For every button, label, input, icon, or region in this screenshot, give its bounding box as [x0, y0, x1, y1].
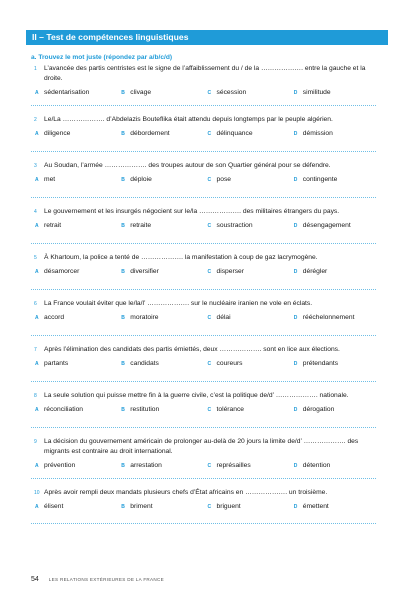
question-gap — [31, 336, 376, 345]
answer-option[interactable] — [290, 222, 376, 229]
answer-options — [31, 222, 376, 229]
answer-options — [31, 503, 376, 510]
option-text: retrait — [44, 222, 62, 229]
question-number: 1 — [34, 66, 37, 72]
page-footer — [31, 576, 164, 583]
answer-option[interactable] — [204, 130, 290, 137]
question-number: 4 — [34, 209, 37, 215]
answer-option[interactable] — [31, 462, 117, 469]
question-gap — [31, 428, 376, 437]
option-text: diversifier — [130, 268, 159, 275]
answer-option[interactable] — [204, 89, 290, 96]
answer-options — [31, 130, 376, 137]
question-gap — [31, 198, 376, 207]
option-text: briment — [130, 503, 153, 510]
question-number: 2 — [34, 117, 37, 123]
option-text: débordement — [130, 130, 170, 137]
question-item — [31, 161, 376, 198]
section-header: II – Test de compétences linguistiques — [26, 30, 388, 45]
option-letter: A — [35, 269, 39, 275]
answer-option[interactable] — [117, 130, 203, 137]
option-text: prétendants — [302, 360, 339, 367]
answer-options — [31, 89, 376, 96]
question-item — [31, 345, 376, 382]
question-text: migrants est contraire au droit international. — [44, 448, 173, 455]
option-letter: C — [207, 361, 212, 367]
question-line — [31, 115, 376, 125]
option-letter: B — [121, 131, 125, 137]
option-letter: C — [207, 90, 212, 96]
question-number: 3 — [34, 163, 37, 169]
question-gap — [31, 152, 376, 161]
answer-option[interactable] — [290, 130, 376, 137]
option-letter: C — [207, 223, 212, 229]
option-text: prévention — [44, 462, 76, 469]
question-gap — [31, 290, 376, 299]
answer-option[interactable] — [117, 462, 203, 469]
answer-option[interactable] — [31, 268, 117, 275]
question-text: droite. — [44, 75, 63, 82]
answer-option[interactable] — [117, 406, 203, 413]
answer-option[interactable] — [290, 406, 376, 413]
option-letter: C — [207, 269, 212, 275]
question-number: 7 — [34, 347, 37, 353]
option-letter: B — [121, 361, 125, 367]
answer-options — [31, 268, 376, 275]
answer-option[interactable] — [290, 462, 376, 469]
option-text: rééchelonnement — [302, 314, 355, 321]
option-text: soustraction — [216, 222, 253, 229]
option-letter: C — [207, 463, 212, 469]
answer-option[interactable] — [290, 176, 376, 183]
question-item — [31, 115, 376, 152]
option-letter: A — [35, 223, 39, 229]
answer-option[interactable] — [204, 222, 290, 229]
question-gap — [31, 106, 376, 115]
option-text: partants — [44, 360, 69, 367]
option-letter: A — [35, 90, 39, 96]
question-item — [31, 437, 376, 479]
question-gap — [31, 479, 376, 488]
footer-title: LES RELATIONS EXTÉRIEURES DE LA FRANCE — [48, 577, 165, 582]
option-letter: B — [121, 504, 125, 510]
answer-option[interactable] — [31, 89, 117, 96]
option-letter: D — [293, 407, 298, 413]
answer-option[interactable] — [117, 503, 203, 510]
question-text: Après l’élimination des candidats des partis émiettés, deux ………………. sont en lice aux élections. — [44, 346, 340, 353]
question-line — [31, 345, 376, 355]
option-text: retraite — [130, 222, 152, 229]
option-text: pose — [216, 176, 232, 183]
option-text: désengagement — [302, 222, 351, 229]
page-number: 54 — [31, 576, 39, 583]
option-letter: C — [207, 177, 212, 183]
question-number: 10 — [34, 490, 40, 496]
option-letter: A — [35, 504, 39, 510]
answer-option[interactable] — [117, 360, 203, 367]
answer-option[interactable] — [290, 314, 376, 321]
question-line — [31, 207, 376, 217]
option-letter: D — [293, 269, 298, 275]
option-letter: B — [121, 223, 125, 229]
option-text: délai — [216, 314, 231, 321]
option-letter: A — [35, 131, 39, 137]
answer-option[interactable] — [290, 89, 376, 96]
question-line — [31, 64, 376, 74]
question-line — [31, 488, 376, 498]
option-text: coureurs — [216, 360, 243, 367]
answer-option[interactable] — [31, 222, 117, 229]
question-text: Au Soudan, l’armée ………………. des troupes autour de son Quartier général pour se défendre. — [44, 162, 331, 169]
option-text: désamorcer — [44, 268, 80, 275]
question-gap — [31, 524, 376, 533]
question-line — [31, 447, 376, 457]
option-text: détention — [302, 462, 331, 469]
answer-options — [31, 176, 376, 183]
question-item — [31, 253, 376, 290]
option-letter: B — [121, 407, 125, 413]
option-letter: C — [207, 315, 212, 321]
answer-option[interactable] — [204, 462, 290, 469]
option-text: similitude — [302, 89, 331, 96]
option-text: met — [44, 176, 56, 183]
option-text: dérogation — [302, 406, 335, 413]
question-item — [31, 299, 376, 336]
question-text: La seule solution qui puisse mettre fin à la guerre civile, c’est la politique de/d’ ………………. nationale. — [44, 392, 349, 399]
question-line — [31, 391, 376, 401]
question-line — [31, 299, 376, 309]
option-letter: D — [293, 463, 298, 469]
question-text: Le/La ………………. d’Abdelazis Bouteflika était attendu depuis longtemps par le peuple algérien. — [44, 116, 333, 123]
option-text: représailles — [216, 462, 251, 469]
answer-option[interactable] — [204, 176, 290, 183]
answer-option[interactable] — [117, 176, 203, 183]
option-text: sédentarisation — [44, 89, 90, 96]
option-letter: D — [293, 177, 298, 183]
option-text: moratoire — [130, 314, 159, 321]
option-letter: D — [293, 361, 298, 367]
option-letter: D — [293, 315, 298, 321]
answer-option[interactable] — [117, 222, 203, 229]
answer-option[interactable] — [117, 268, 203, 275]
question-number — [31, 74, 44, 84]
question-number: 6 — [34, 301, 37, 307]
answer-option[interactable] — [204, 503, 290, 510]
option-text: élisent — [44, 503, 64, 510]
option-text: émettent — [302, 503, 329, 510]
answer-option[interactable] — [204, 314, 290, 321]
option-letter: A — [35, 361, 39, 367]
option-letter: A — [35, 177, 39, 183]
answer-option[interactable] — [117, 89, 203, 96]
option-text: sécession — [216, 89, 247, 96]
option-text: briguent — [216, 503, 241, 510]
option-letter: B — [121, 463, 125, 469]
answer-option[interactable] — [31, 406, 117, 413]
option-text: accord — [44, 314, 65, 321]
option-letter: C — [207, 504, 212, 510]
answer-option[interactable] — [290, 360, 376, 367]
answer-option[interactable] — [204, 360, 290, 367]
question-line — [31, 437, 376, 447]
question-item — [31, 391, 376, 428]
option-letter: D — [293, 131, 298, 137]
answer-option[interactable] — [31, 360, 117, 367]
question-line — [31, 253, 376, 263]
question-gap — [31, 382, 376, 391]
answer-option[interactable] — [204, 406, 290, 413]
answer-options — [31, 462, 376, 469]
answer-option[interactable] — [31, 130, 117, 137]
option-letter: C — [207, 407, 212, 413]
question-number: 5 — [34, 255, 37, 261]
option-letter: B — [121, 177, 125, 183]
answer-option[interactable] — [290, 503, 376, 510]
option-letter: D — [293, 504, 298, 510]
answer-options — [31, 314, 376, 321]
question-text: La France voulait éviter que le/la/l’ ………………. sur le nucléaire iranien ne vole en éclats. — [44, 300, 313, 307]
question-item — [31, 64, 376, 106]
question-text: La décision du gouvernement américain de prolonger au-delà de 20 jours la limite de/d’ ………………. des — [44, 438, 359, 445]
option-letter: A — [35, 463, 39, 469]
option-text: tolérance — [216, 406, 245, 413]
option-text: démission — [302, 130, 333, 137]
question-item — [31, 488, 376, 524]
answer-option[interactable] — [204, 268, 290, 275]
option-text: disperser — [216, 268, 245, 275]
option-text: contingente — [302, 176, 338, 183]
option-text: clivage — [130, 89, 152, 96]
option-text: réconciliation — [44, 406, 84, 413]
option-letter: A — [35, 407, 39, 413]
answer-option[interactable] — [31, 314, 117, 321]
question-line — [31, 161, 376, 171]
answer-options — [31, 406, 376, 413]
answer-option[interactable] — [117, 314, 203, 321]
answer-option[interactable] — [290, 268, 376, 275]
option-letter: D — [293, 90, 298, 96]
answer-option[interactable] — [31, 176, 117, 183]
question-number — [31, 447, 44, 457]
question-item — [31, 207, 376, 244]
option-text: diligence — [44, 130, 71, 137]
option-letter: A — [35, 315, 39, 321]
option-text: déploie — [130, 176, 152, 183]
question-text: À Khartoum, la police a tenté de ………………. la manifestation à coup de gaz lacrymogène. — [44, 254, 318, 261]
option-text: arrestation — [130, 462, 162, 469]
option-letter: D — [293, 223, 298, 229]
option-text: délinquance — [216, 130, 253, 137]
question-number: 8 — [34, 393, 37, 399]
exercise-instruction: a. Trouvez le mot juste (répondez par a/b/c/d) — [31, 54, 173, 61]
option-letter: B — [121, 315, 125, 321]
question-text: Le gouvernement et les insurgés négocient sur le/la ………………. des militaires étrangers du pays. — [44, 208, 340, 215]
question-line — [31, 74, 376, 84]
option-text: dérégler — [302, 268, 328, 275]
question-gap — [31, 244, 376, 253]
question-number: 9 — [34, 439, 37, 445]
option-text: candidats — [130, 360, 159, 367]
question-list — [31, 64, 376, 533]
answer-option[interactable] — [31, 503, 117, 510]
option-letter: B — [121, 269, 125, 275]
option-letter: B — [121, 90, 125, 96]
option-text: restitution — [130, 406, 160, 413]
option-letter: C — [207, 131, 212, 137]
question-text: L’avancée des partis centristes est le signe de l’affaiblissement du / de la ………………. entre la gauche et la — [44, 65, 366, 72]
question-text: Après avoir rempli deux mandats plusieurs chefs d’État africains en ………………. un troisième. — [44, 489, 328, 496]
answer-options — [31, 360, 376, 367]
